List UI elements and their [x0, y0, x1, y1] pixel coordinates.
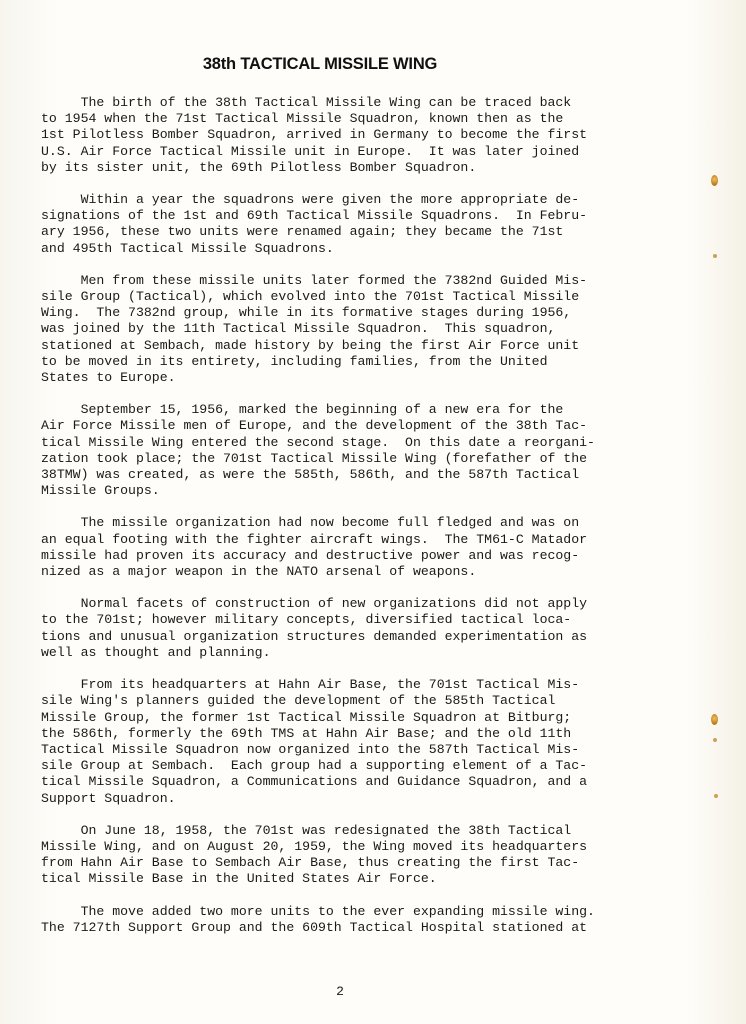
text-line: On June 18, 1958, the 701st was redesignated the 38th Tactical [41, 822, 572, 838]
text-line: zation took place; the 701st Tactical Missile Wing (forefather of the [41, 450, 588, 466]
paragraph-2 [41, 192, 661, 257]
paragraph-5 [41, 515, 661, 580]
text-line: ary 1956, these two units were renamed again; they became the 71st [41, 224, 564, 240]
body-text [41, 95, 661, 952]
text-line: an equal footing with the fighter aircraft wings. The TM61-C Matador [41, 531, 588, 547]
text-line: stationed at Sembach, made history by being the first Air Force unit [41, 337, 580, 353]
paragraph-7 [41, 677, 661, 807]
page-title: 38th TACTICAL MISSILE WING [202, 55, 438, 73]
text-line: Wing. The 7382nd group, while in its formative stages during 1956, [41, 305, 572, 321]
text-line: 38TMW) was created, as were the 585th, 586th, and the 587th Tactical [41, 467, 580, 483]
scan-speck [713, 738, 717, 742]
text-line: Men from these missile units later formed the 7382nd Guided Mis- [41, 272, 588, 288]
scan-speck [714, 794, 718, 798]
scan-speck [713, 254, 717, 258]
text-line: From its headquarters at Hahn Air Base, the 701st Tactical Mis- [41, 677, 580, 693]
text-line: Missile Wing, and on August 20, 1959, the Wing moved its headquarters [41, 838, 588, 854]
text-line: tical Missile Wing entered the second stage. On this date a reorgani- [41, 434, 595, 450]
text-line: The move added two more units to the ever expanding missile wing. [41, 903, 595, 919]
text-line: States to Europe. [41, 370, 176, 386]
text-line: Support Squadron. [41, 790, 176, 806]
page-number: 2 [336, 984, 344, 999]
text-line: U.S. Air Force Tactical Missile unit in Europe. It was later joined [41, 143, 580, 159]
text-line: Air Force Missile men of Europe, and the development of the 38th Tac- [41, 418, 588, 434]
punch-hole-mark [711, 714, 718, 725]
text-line: was joined by the 11th Tactical Missile Squadron. This squadron, [41, 321, 556, 337]
text-line: to 1954 when the 71st Tactical Missile Squadron, known then as the [41, 111, 564, 127]
text-line: September 15, 1956, marked the beginning of a new era for the [41, 402, 564, 418]
text-line: The 7127th Support Group and the 609th Tactical Hospital stationed at [41, 919, 588, 935]
text-line: sile Group (Tactical), which evolved into the 701st Tactical Missile [41, 289, 580, 305]
text-line: Missile Groups. [41, 483, 160, 499]
text-line: missile had proven its accuracy and destructive power and was recog- [41, 547, 580, 563]
text-line: to the 701st; however military concepts, diversified tactical loca- [41, 612, 572, 628]
text-line: well as thought and planning. [41, 644, 271, 660]
text-line: Within a year the squadrons were given the more appropriate de- [41, 192, 580, 208]
text-line: sile Group at Sembach. Each group had a supporting element of a Tac- [41, 758, 588, 774]
text-line: by its sister unit, the 69th Pilotless Bomber Squadron. [41, 159, 477, 175]
text-line: signations of the 1st and 69th Tactical Missile Squadrons. In Febru- [41, 208, 588, 224]
text-line: Tactical Missile Squadron now organized into the 587th Tactical Mis- [41, 741, 580, 757]
paragraph-8 [41, 823, 661, 888]
text-line: the 586th, formerly the 69th TMS at Hahn Air Base; and the old 11th [41, 725, 572, 741]
text-line: The missile organization had now become full fledged and was on [41, 515, 580, 531]
paragraph-3 [41, 273, 661, 386]
text-line: tical Missile Base in the United States Air Force. [41, 871, 437, 887]
text-line: to be moved in its entirety, including families, from the United [41, 353, 548, 369]
text-line: from Hahn Air Base to Sembach Air Base, thus creating the first Tac- [41, 855, 580, 871]
text-line: tical Missile Squadron, a Communications and Guidance Squadron, and a [41, 774, 588, 790]
text-line: sile Wing's planners guided the development of the 585th Tactical [41, 693, 556, 709]
text-line: The birth of the 38th Tactical Missile Wing can be traced back [41, 95, 572, 110]
paragraph-9 [41, 904, 661, 936]
paragraph-4 [41, 402, 661, 499]
text-line: nized as a major weapon in the NATO arsenal of weapons. [41, 564, 477, 580]
text-line: tions and unusual organization structures demanded experimentation as [41, 628, 588, 644]
text-line: Normal facets of construction of new organizations did not apply [41, 596, 588, 612]
paragraph-1 [41, 95, 661, 176]
text-line: and 495th Tactical Missile Squadrons. [41, 240, 334, 256]
paragraph-6 [41, 596, 661, 661]
text-line: Missile Group, the former 1st Tactical Missile Squadron at Bitburg; [41, 709, 572, 725]
text-line: 1st Pilotless Bomber Squadron, arrived in Germany to become the first [41, 127, 588, 143]
punch-hole-mark [711, 175, 718, 186]
